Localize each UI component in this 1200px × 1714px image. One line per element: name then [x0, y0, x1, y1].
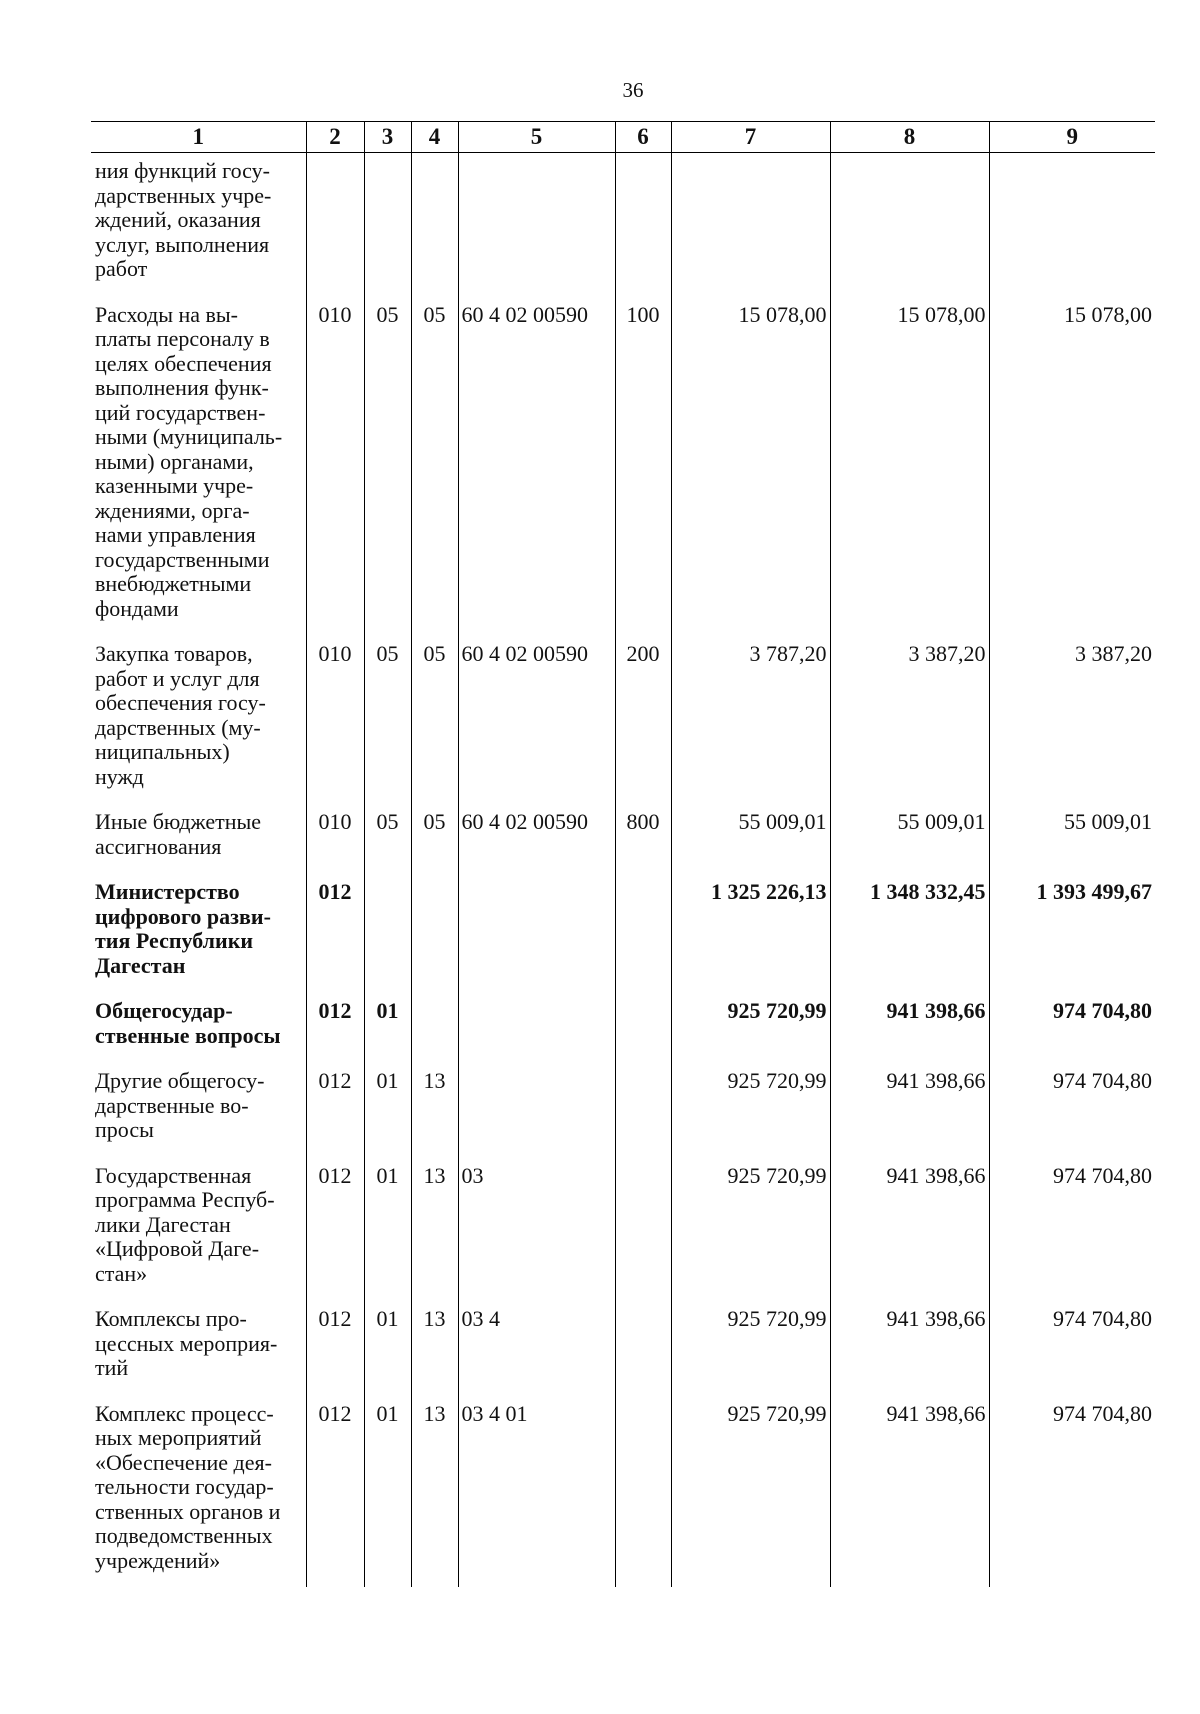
row-name-cell: ния функций госу- дарственных учре- ждений, оказания услуг, выполнения работ [95, 158, 272, 281]
table-row [91, 296, 1155, 636]
row-code-cell: 012 [306, 1300, 364, 1395]
row-code-cell: 012 [306, 1062, 364, 1157]
row-subsection-cell [411, 873, 458, 992]
row-subsection-cell: 05 [411, 803, 458, 873]
row-subsection-cell: 05 [411, 635, 458, 803]
row-expense-type-cell: 100 [615, 296, 671, 636]
column-header-8: 8 [830, 122, 989, 153]
row-section-cell: 01 [364, 992, 411, 1062]
row-amount-col7-cell: 925 720,99 [671, 1300, 830, 1395]
row-expense-type-cell [615, 1395, 671, 1588]
row-name-cell: Закупка товаров, работ и услуг для обеспечения госу- дарственных (му- ниципальных) нужд [95, 641, 266, 789]
row-target-item-cell: 03 [458, 1157, 615, 1301]
row-expense-type-cell: 800 [615, 803, 671, 873]
row-expense-type-cell [615, 1062, 671, 1157]
row-amount-col8-cell: 15 078,00 [830, 296, 989, 636]
table-body [91, 153, 1155, 1588]
row-section-cell: 05 [364, 803, 411, 873]
column-header-4: 4 [411, 122, 458, 153]
row-name-cell: Министерство цифрового разви- тия Республики Дагестан [95, 879, 271, 978]
row-subsection-cell [411, 153, 458, 296]
row-amount-col9-cell: 974 704,80 [989, 1157, 1155, 1301]
row-name-cell: Общегосудар- ственные вопросы [95, 998, 281, 1048]
row-section-cell: 05 [364, 635, 411, 803]
row-amount-col7-cell [671, 153, 830, 296]
row-expense-type-cell [615, 1157, 671, 1301]
row-amount-col9-cell: 974 704,80 [989, 992, 1155, 1062]
row-expense-type-cell [615, 992, 671, 1062]
row-amount-col8-cell: 1 348 332,45 [830, 873, 989, 992]
row-name-cell: Государственная программа Респуб- лики Дагестан «Цифровой Даге- стан» [95, 1162, 275, 1286]
table-row [91, 1300, 1155, 1395]
row-target-item-cell: 60 4 02 00590 [458, 296, 615, 636]
row-amount-col7-cell: 3 787,20 [671, 635, 830, 803]
row-code-cell: 010 [306, 803, 364, 873]
table-row [91, 992, 1155, 1062]
row-expense-type-cell [615, 873, 671, 992]
column-header-3: 3 [364, 122, 411, 153]
table-row [91, 635, 1155, 803]
row-code-cell: 012 [306, 992, 364, 1062]
row-amount-col8-cell: 941 398,66 [830, 1157, 989, 1301]
row-section-cell [364, 153, 411, 296]
row-section-cell: 01 [364, 1395, 411, 1588]
row-amount-col9-cell: 3 387,20 [989, 635, 1155, 803]
row-subsection-cell: 13 [411, 1300, 458, 1395]
column-header-5: 5 [458, 122, 615, 153]
row-target-item-cell [458, 873, 615, 992]
row-amount-col7-cell: 1 325 226,13 [671, 873, 830, 992]
column-header-1: 1 [91, 122, 306, 153]
row-section-cell: 01 [364, 1300, 411, 1395]
table-row [91, 803, 1155, 873]
row-amount-col7-cell: 925 720,99 [671, 1395, 830, 1588]
column-header-7: 7 [671, 122, 830, 153]
row-amount-col7-cell: 15 078,00 [671, 296, 830, 636]
row-amount-col9-cell: 1 393 499,67 [989, 873, 1155, 992]
row-target-item-cell: 60 4 02 00590 [458, 803, 615, 873]
row-amount-col7-cell: 925 720,99 [671, 992, 830, 1062]
row-name-cell: Комплексы про- цессных мероприя- тий [95, 1306, 278, 1380]
row-code-cell: 012 [306, 1157, 364, 1301]
row-section-cell: 01 [364, 1062, 411, 1157]
row-name-cell: Комплекс процесс- ных мероприятий «Обеспечение дея- тельности государ- ственных органов и подведомственных учреждений» [95, 1400, 281, 1573]
row-target-item-cell [458, 992, 615, 1062]
row-section-cell: 01 [364, 1157, 411, 1301]
row-amount-col9-cell: 974 704,80 [989, 1062, 1155, 1157]
row-target-item-cell [458, 1062, 615, 1157]
row-amount-col8-cell: 941 398,66 [830, 1395, 989, 1588]
row-code-cell: 010 [306, 635, 364, 803]
row-code-cell [306, 153, 364, 296]
row-expense-type-cell: 200 [615, 635, 671, 803]
row-expense-type-cell [615, 1300, 671, 1395]
row-amount-col8-cell: 941 398,66 [830, 992, 989, 1062]
column-header-6: 6 [615, 122, 671, 153]
row-subsection-cell: 13 [411, 1062, 458, 1157]
row-amount-col8-cell: 3 387,20 [830, 635, 989, 803]
row-amount-col8-cell: 941 398,66 [830, 1300, 989, 1395]
row-target-item-cell: 60 4 02 00590 [458, 635, 615, 803]
row-name-cell: Иные бюджетные ассигнования [95, 809, 262, 859]
row-subsection-cell: 05 [411, 296, 458, 636]
row-subsection-cell [411, 992, 458, 1062]
row-amount-col8-cell: 55 009,01 [830, 803, 989, 873]
row-name-cell: Расходы на вы- платы персоналу в целях обеспечения выполнения функ- ций государствен- ными (муниципаль- ными) органами, казенными учре- ждениями, орга- нами управления государственными внебюджетными фондами [95, 301, 283, 621]
table-row [91, 873, 1155, 992]
page-number: 36 [622, 78, 644, 102]
row-amount-col9-cell [989, 153, 1155, 296]
column-header-9: 9 [989, 122, 1155, 153]
row-amount-col9-cell: 55 009,01 [989, 803, 1155, 873]
table-row [91, 1062, 1155, 1157]
table-row [91, 1157, 1155, 1301]
row-amount-col9-cell: 15 078,00 [989, 296, 1155, 636]
column-header-2: 2 [306, 122, 364, 153]
row-target-item-cell: 03 4 01 [458, 1395, 615, 1588]
row-amount-col8-cell: 941 398,66 [830, 1062, 989, 1157]
row-name-cell: Другие общегосу- дарственные во- просы [95, 1068, 265, 1142]
row-amount-col9-cell: 974 704,80 [989, 1395, 1155, 1588]
row-target-item-cell: 03 4 [458, 1300, 615, 1395]
row-amount-col7-cell: 55 009,01 [671, 803, 830, 873]
row-target-item-cell [458, 153, 615, 296]
row-code-cell: 010 [306, 296, 364, 636]
row-subsection-cell: 13 [411, 1157, 458, 1301]
row-amount-col7-cell: 925 720,99 [671, 1062, 830, 1157]
table-header-row [91, 122, 1155, 153]
row-amount-col7-cell: 925 720,99 [671, 1157, 830, 1301]
row-amount-col9-cell: 974 704,80 [989, 1300, 1155, 1395]
table-row [91, 153, 1155, 296]
row-section-cell [364, 873, 411, 992]
row-code-cell: 012 [306, 1395, 364, 1588]
row-code-cell: 012 [306, 873, 364, 992]
budget-table [91, 121, 1155, 1587]
row-expense-type-cell [615, 153, 671, 296]
row-section-cell: 05 [364, 296, 411, 636]
row-amount-col8-cell [830, 153, 989, 296]
row-subsection-cell: 13 [411, 1395, 458, 1588]
table-row [91, 1395, 1155, 1588]
